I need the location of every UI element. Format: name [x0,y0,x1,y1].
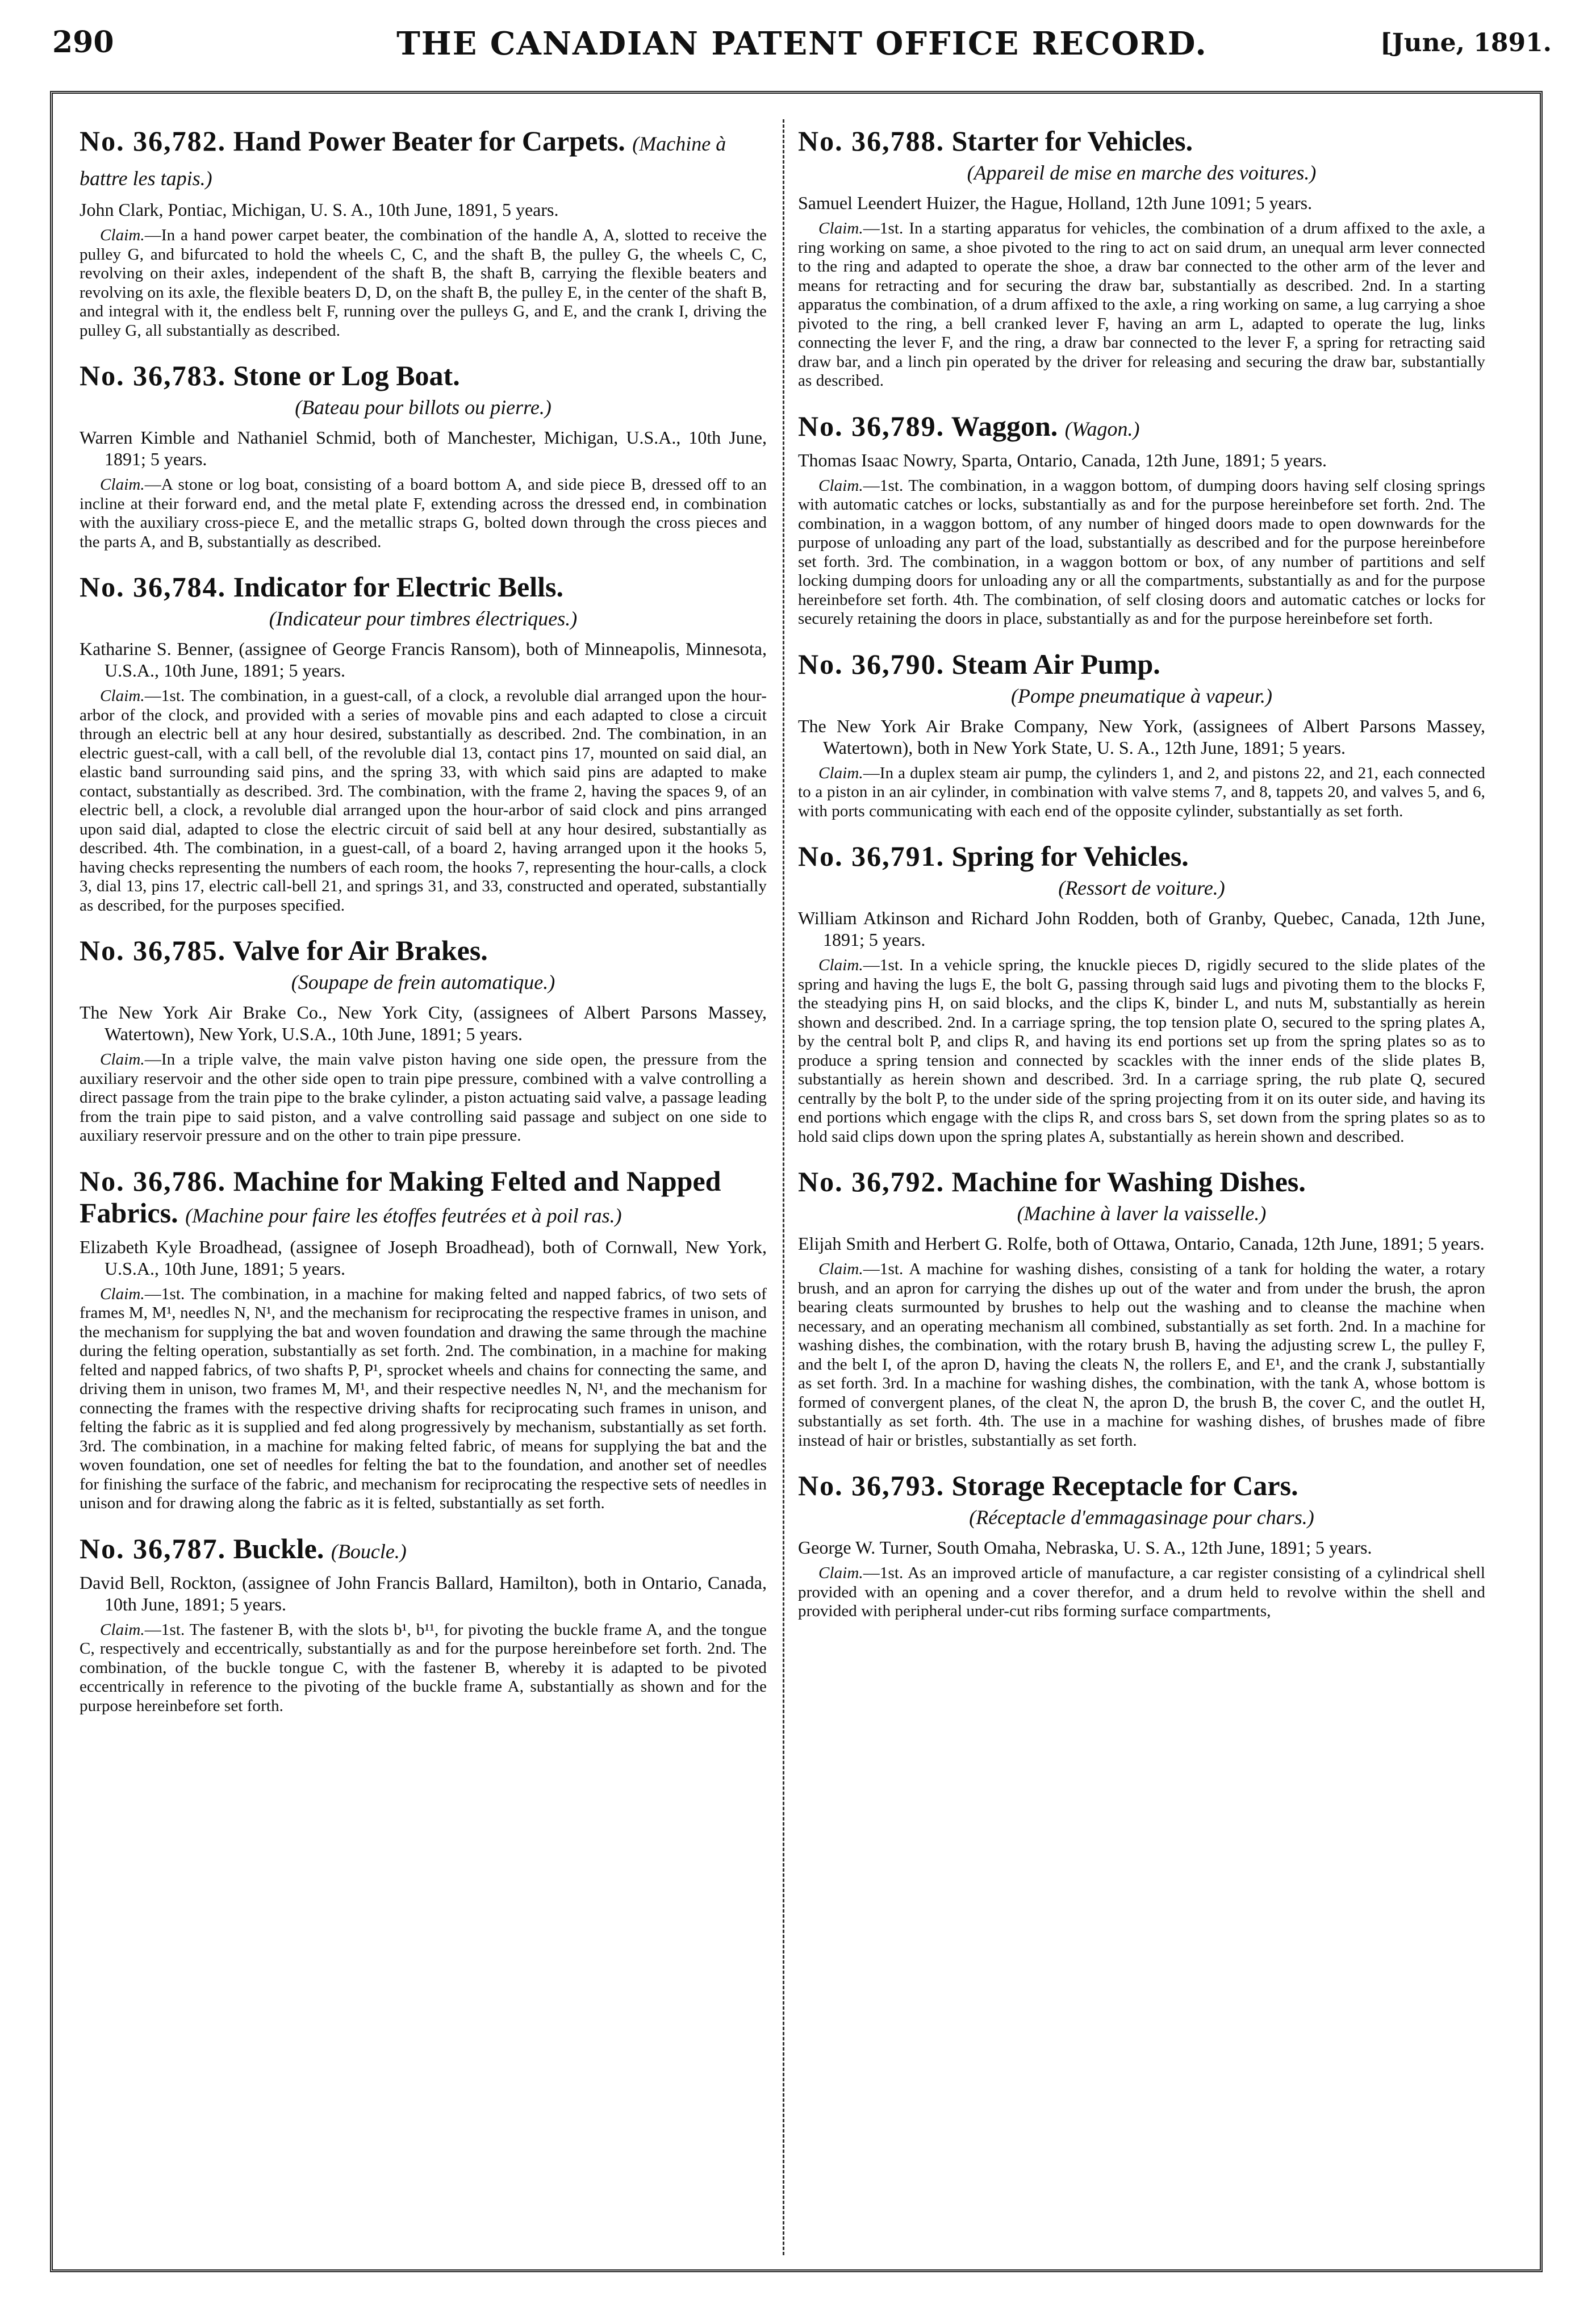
patent-claim [80,475,767,552]
patent-entry [80,1533,767,1716]
patent-number: No. 36,783. [80,360,227,391]
patent-number: No. 36,782. [80,125,227,157]
patent-title: Hand Power Beater for Carpets. [233,125,625,157]
patent-title: Machine for Washing Dishes. [951,1166,1306,1197]
patent-claim [798,1260,1485,1450]
claim-text: —In a hand power carpet beater, the combination of the handle A, A, slotted to receive the pulley G, and bifurcated to hold the wheels C, C, and the shaft B, the pulley G, the wheels C, C, revolving on their axles, independent of the shaft B, the shaft B, carrying the flexible beaters and revolving on its axle, the flexible beaters D, D, on the shaft B, the pulley E, in the center of the shaft B, and integral with it, the endless belt F, running over the pulleys G, and E, and the crank I, driving the pulley G, all substantially as described. [80,226,767,340]
patent-entry [798,1470,1485,1621]
patent-title-line [798,1470,1485,1501]
patent-inventor: Warren Kimble and Nathaniel Schmid, both of Manchester, Michigan, U.S.A., 10th June, 1891; 5 years. [80,427,767,469]
patent-french-title: (Pompe pneumatique à vapeur.) [1011,684,1272,707]
patent-claim [80,1050,767,1146]
left-column [80,125,767,2250]
patent-number: No. 36,788. [798,125,945,157]
claim-label: Claim. [818,219,863,237]
page-header [52,25,1552,76]
claim-label: Claim. [818,763,863,782]
claim-text: —In a triple valve, the main valve piston having one side open, the pressure from the auxiliary reservoir and the other side open to train pipe pressure, combined with a valve controlling a direct passage from the train pipe to the brake cylinder, a piston actuating said valve, a passage leading from the train pipe to said piston, and a valve controlling said passage and subject on one side to auxiliary reservoir pressure and on the other to train pipe pressure. [80,1050,767,1145]
patent-title-line [80,360,767,391]
patent-title: Waggon. [951,410,1058,442]
patent-french-title: (Machine pour faire les étoffes feutrées et à poil ras.) [185,1204,622,1227]
patent-title: Stone or Log Boat. [233,360,460,391]
patent-claim [798,477,1485,629]
patent-french-title: (Machine à laver la vaisselle.) [1017,1202,1267,1225]
right-column [798,125,1485,2250]
patent-inventor: George W. Turner, South Omaha, Nebraska, U. S. A., 12th June, 1891; 5 years. [798,1537,1372,1558]
claim-text: —In a duplex steam air pump, the cylinders 1, and 2, and pistons 22, and 21, each connected to a piston in an air cylinder, in combination with valve stems 7, and 8, tappets 20, and valves 5, and 6, with ports communicating with each end of the opposite cylinder, substantially as set forth. [798,763,1485,820]
patent-number: No. 36,785. [80,934,227,966]
column-divider [783,119,784,2255]
claim-text: —1st. In a vehicle spring, the knuckle pieces D, rigidly secured to the slide plates of the spring and having the lugs E, the bolt G, passing through said lugs and pivoting them to the blocks F, the steadying pins H, on said blocks, and the clips K, binder L, and nuts M, substantially as herein shown and described. 2nd. In a carriage spring, the top tension plate O, secured to the spring plates A, by the central bolt P, and clips R, and having its end portions set up from the spring plates so as to produce a spring tension and connected by scackles with the inner ends of the slide plates B, substantially as herein shown and described. 3rd. In a carriage spring, the rub plate Q, secured centrally by the bolt P, to the under side of the spring projecting from it on its outer side, and having its end portions which engage with the clips R, and cross bars S, set down from the spring plates so as to hold said clips down upon the spring plates A, substantially as herein shown and described. [798,956,1485,1146]
patent-title-line [80,1533,767,1567]
patent-title-line [798,125,1485,157]
patent-entry [798,410,1485,629]
patent-title: Indicator for Electric Bells. [233,571,563,603]
patent-entry [80,571,767,915]
patent-entry [80,125,767,340]
page-number: 290 [52,25,114,60]
claim-label: Claim. [100,1284,145,1303]
patent-inventor: Elizabeth Kyle Broadhead, (assignee of Joseph Broadhead), both of Cornwall, New York, U.S.A., 10th June, 1891; 5 years. [80,1236,767,1279]
patent-number: No. 36,791. [798,840,945,872]
claim-label: Claim. [818,476,863,495]
patent-french-title: (Machine à battre les tapis.) [80,132,726,190]
claim-label: Claim. [100,1620,145,1639]
patent-title: Spring for Vehicles. [951,840,1189,872]
patent-number: No. 36,789. [798,410,945,442]
patent-entry [798,125,1485,391]
patent-claim [798,1564,1485,1621]
patent-entry [80,360,767,552]
claim-label: Claim. [818,1260,863,1278]
claim-label: Claim. [100,226,145,244]
patent-title-line [80,125,767,194]
page-date: [June, 1891. [1380,28,1552,57]
patent-inventor: The New York Air Brake Company, New York, (assignees of Albert Parsons Massey, Watertown), both in New York State, U. S. A., 12th June, 1891; 5 years. [798,715,1485,758]
patent-title: Storage Receptacle for Cars. [951,1470,1298,1501]
patent-inventor: John Clark, Pontiac, Michigan, U. S. A., 10th June, 1891, 5 years. [80,199,559,220]
patent-entry [798,840,1485,1146]
claim-text: —1st. A machine for washing dishes, consisting of a tank for holding the water, a rotary brush, and an apron for carrying the dishes up out of the water and from under the brush, the apron bearing cleats surmounted by brushes to help out the washing and to cleanse the machine when necessary, and an operating mechanism all combined, substantially as set forth. 2nd. In a machine for washing dishes, the combination, with the rotary brush B, having the adjusting screw L, the pulley F, and the belt I, of the apron D, having the cleats N, the rollers E, and E¹, and the crank J, substantially as set forth. 3rd. In a machine for washing dishes, the combination, with the tank A, whose bottom is formed of convergent planes, of the cleat N, the apron D, the brush B, the cover C, and the outlet H, substantially as set forth. 4th. The use in a machine for washing dishes, of brushes made of fibre instead of hair or bristles, substantially as set forth. [798,1260,1485,1450]
claim-label: Claim. [100,475,145,494]
patent-entry [80,1165,767,1513]
patent-number: No. 36,790. [798,648,945,680]
patent-number: No. 36,786. [80,1165,227,1197]
claim-text: —1st. The fastener B, with the slots b¹, b¹¹, for pivoting the buckle frame A, and the tongue C, respectively and eccentrically, substantially as and for the purpose hereinbefore set forth. 2nd. The combination, of the buckle tongue C, with the fastener B, whereby it is adapted to be pivoted eccentrically in reference to the pivoting of the buckle frame A, substantially as shown and for the purpose hereinbefore set forth. [80,1620,767,1715]
patent-title-line [798,410,1485,445]
patent-number: No. 36,784. [80,571,227,603]
patent-title-line [798,648,1485,680]
claim-text: —1st. The combination, in a machine for making felted and napped fabrics, of two sets of frames M, M¹, needles N, N¹, and the mechanism for reciprocating the respective frames in unison, and the mechanism for supplying the bat and woven foundation and drawing the same through the machine during the felting operation, substantially as set forth. 2nd. The combination, in a machine for making felted and napped fabrics, of two shafts P, P¹, sprocket wheels and chains for connecting the same, and driving them in unison, two frames M, M¹, and their respective needles N, N¹, and the mechanism for connecting the frames with the respective driving shafts for reciprocating such frames in unison, and felting the fabric as it is supplied and fed along progressively by mechanism, substantially as set forth. 3rd. The combination, in a machine for making felted fabric, of means for supplying the bat and the woven foundation, one set of needles for felting the bat to the foundation, and another set of needles for finishing the surface of the fabric, and mechanism for reciprocating the respective sets of needles in unison and for drawing along the fabric as it is felted, substantially as set forth. [80,1284,767,1512]
patent-french-title: (Bateau pour billots ou pierre.) [295,396,552,419]
patent-french-title: (Ressort de voiture.) [1058,877,1225,899]
claim-label: Claim. [100,1050,145,1069]
claim-label: Claim. [100,687,145,705]
patent-title: Valve for Air Brakes. [232,934,488,966]
patent-inventor: Elijah Smith and Herbert G. Rolfe, both of Ottawa, Ontario, Canada, 12th June, 1891; 5 years. [798,1233,1485,1254]
patent-claim [798,764,1485,821]
patent-inventor: Samuel Leendert Huizer, the Hague, Holland, 12th June 1091; 5 years. [798,193,1313,213]
patent-title: Starter for Vehicles. [951,125,1193,157]
patent-title: Steam Air Pump. [951,648,1160,680]
patent-inventor: David Bell, Rockton, (assignee of John Francis Ballard, Hamilton), both in Ontario, Canada, 10th June, 1891; 5 years. [80,1572,767,1614]
patent-number: No. 36,787. [80,1532,227,1564]
patent-number: No. 36,792. [798,1166,945,1197]
claim-text: —1st. The combination, in a waggon bottom, of dumping doors having self closing springs with automatic catches or locks, substantially as and for the purpose hereinbefore set forth. 2nd. The combination, in a waggon bottom, of any number of hinged doors made to open downwards for the purpose of unloading any part of the load, substantially as described and for the purpose hereinbefore set forth. 3rd. The combination, in a waggon bottom or box, of any number of partitions and self locking dumping doors for unloading any or all the compartments, substantially as and for the purpose hereinbefore set forth. 4th. The combination, of self closing doors and automatic catches or locks for securely retaining the doors in place, substantially as and for the purpose hereinbefore set forth. [798,476,1485,628]
patent-inventor: The New York Air Brake Co., New York City, (assignees of Albert Parsons Massey, Watertown), New York, U.S.A., 10th June, 1891; 5 years. [80,1002,767,1044]
claim-text: —1st. As an improved article of manufacture, a car register consisting of a cylindrical shell provided with an opening and a cover therefor, and a drum held to revolve within the shell and provided with peripheral under-cut ribs forming surface compartments, [798,1564,1485,1620]
patent-title: Buckle. [233,1532,324,1564]
patent-entry [80,934,767,1146]
page-title: THE CANADIAN PATENT OFFICE RECORD. [396,25,1208,62]
patent-french-title: (Appareil de mise en marche des voitures.) [967,161,1317,184]
patent-entry [798,1166,1485,1450]
patent-inventor: Thomas Isaac Nowry, Sparta, Ontario, Canada, 12th June, 1891; 5 years. [798,449,1327,470]
claim-label: Claim. [818,1564,863,1582]
claim-text: —1st. The combination, in a guest-call, of a clock, a revoluble dial arranged upon the hour-arbor of the clock, and provided with a series of movable pins and each adapted to close a circuit through an electric bell at any hour desired, substantially as described. 2nd. The combination, in an electric guest-call, with a call bell, of the revoluble dial 13, contact pins 17, mounted on said dial, an elastic band surrounding said pins, and the spring 33, with which said pins are adapted to make contact, substantially as described. 3rd. The combination, with the frame 2, having the spaces 9, of an electric bell, a clock, a revoluble dial arranged upon the hour-arbor of said clock and pins arranged upon said dial, adapted to close the electric circuit of said bell at any hour desired, substantially as described. 4th. The combination, in a guest-call, of a board 2, having arranged upon it the hooks 5, having checks representing the numbers of each room, the hooks 7, representing the hour-calls, a clock 3, dial 13, pins 17, electric call-bell 21, and springs 31, and 33, constructed and operated, substantially as described, for the purposes specified. [80,687,767,915]
patent-title: Machine for Making Felted and Napped Fabrics. [80,1165,721,1229]
patent-title-line [80,934,767,966]
claim-text: —1st. In a starting apparatus for vehicles, the combination of a drum affixed to the axle, a ring working on same, a shoe pivoted to the ring to act on said drum, an unequal arm lever connected to the ring and adapted to operate the shoe, a draw bar connected to the other arm of the lever and means for retracting and for securing the draw bar, substantially as described. 2nd. In a starting apparatus the combination, of a drum affixed to the axle, a ring working on same, a lug carrying a shoe pivoted to the ring, a bell cranked lever F, having an arm L, adapted to operate the lug, links connecting the lever F, and the ring, a draw bar connected to the lever F, a spring for retracting said draw bar, and a linch pin operated by the driver for releasing and securing the draw bar, substantially as described. [798,219,1485,390]
patent-inventor: William Atkinson and Richard John Rodden, both of Granby, Quebec, Canada, 12th June, 1891; 5 years. [798,908,1485,950]
patent-title-line [798,1166,1485,1197]
patent-claim [80,1285,767,1513]
patent-inventor: Katharine S. Benner, (assignee of George Francis Ransom), both of Minneapolis, Minnesota, U.S.A., 10th June, 1891; 5 years. [80,638,767,681]
patent-title-line [80,1165,767,1232]
patent-french-title: (Wagon.) [1064,417,1140,440]
patent-claim [798,219,1485,391]
patent-french-title: (Soupape de frein automatique.) [291,971,555,994]
claim-text: —A stone or log boat, consisting of a board bottom A, and side piece B, dressed off to an incline at their forward end, and the metal plate F, extending across the dressed end, in combination with the auxiliary cross-piece E, and the metallic straps G, bolted down through the cross pieces and the parts A, and B, substantially as described. [80,475,767,551]
patent-title-line [798,840,1485,872]
patent-claim [80,226,767,340]
patent-claim [80,687,767,915]
patent-french-title: (Indicateur pour timbres électriques.) [269,607,578,630]
patent-french-title: (Boucle.) [331,1539,407,1563]
claim-label: Claim. [818,956,863,974]
patent-claim [80,1621,767,1716]
patent-entry [798,648,1485,821]
patent-title-line [80,571,767,603]
patent-french-title: (Réceptacle d'emmagasinage pour chars.) [969,1506,1314,1529]
patent-number: No. 36,793. [798,1470,945,1501]
patent-claim [798,956,1485,1146]
